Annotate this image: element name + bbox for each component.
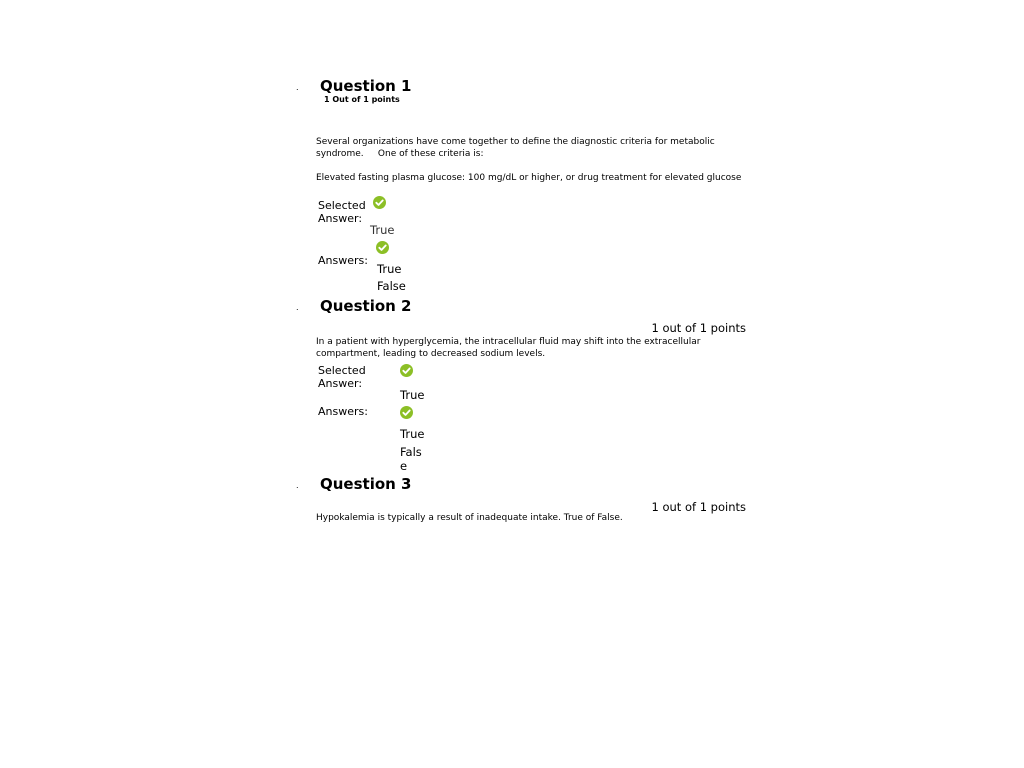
list-bullet: . bbox=[296, 303, 299, 312]
checkmark-circle-icon bbox=[400, 406, 413, 419]
answers-label: Answers: bbox=[318, 254, 368, 267]
question-text: Hypokalemia is typically a result of inadequate intake. True of False. bbox=[316, 513, 623, 523]
question-points: 1 out of 1 points bbox=[651, 321, 746, 335]
selected-answer-label: Selected Answer: bbox=[318, 364, 366, 390]
question-title: Question 1 bbox=[320, 77, 412, 95]
checkmark-circle-icon bbox=[376, 241, 389, 254]
question-points: 1 Out of 1 points bbox=[324, 95, 400, 104]
answer-option: True bbox=[400, 427, 425, 441]
list-bullet: . bbox=[296, 481, 299, 490]
answer-option: True bbox=[377, 262, 402, 276]
question-points: 1 out of 1 points bbox=[651, 500, 746, 514]
list-bullet: . bbox=[296, 83, 299, 92]
selected-answer-label: Selected Answer: bbox=[318, 199, 366, 225]
selected-answer-value: True bbox=[370, 223, 395, 237]
checkmark-circle-icon bbox=[400, 364, 413, 377]
question-text: In a patient with hyperglycemia, the intracellular fluid may shift into the extracellular compartment, leading to decreased sodium levels. bbox=[316, 337, 701, 359]
question-title: Question 3 bbox=[320, 475, 412, 493]
answer-option: False bbox=[400, 445, 422, 473]
checkmark-circle-icon bbox=[373, 196, 386, 209]
question-title: Question 2 bbox=[320, 297, 412, 315]
answers-label: Answers: bbox=[318, 405, 368, 418]
selected-answer-value: True bbox=[400, 388, 425, 402]
question-text: Several organizations have come together to define the diagnostic criteria for metabolic syndrome. One of these criteria is: bbox=[316, 137, 718, 159]
answer-option: False bbox=[377, 279, 406, 293]
question-statement: Elevated fasting plasma glucose: 100 mg/dL or higher, or drug treatment for elevated glucose bbox=[316, 173, 742, 183]
